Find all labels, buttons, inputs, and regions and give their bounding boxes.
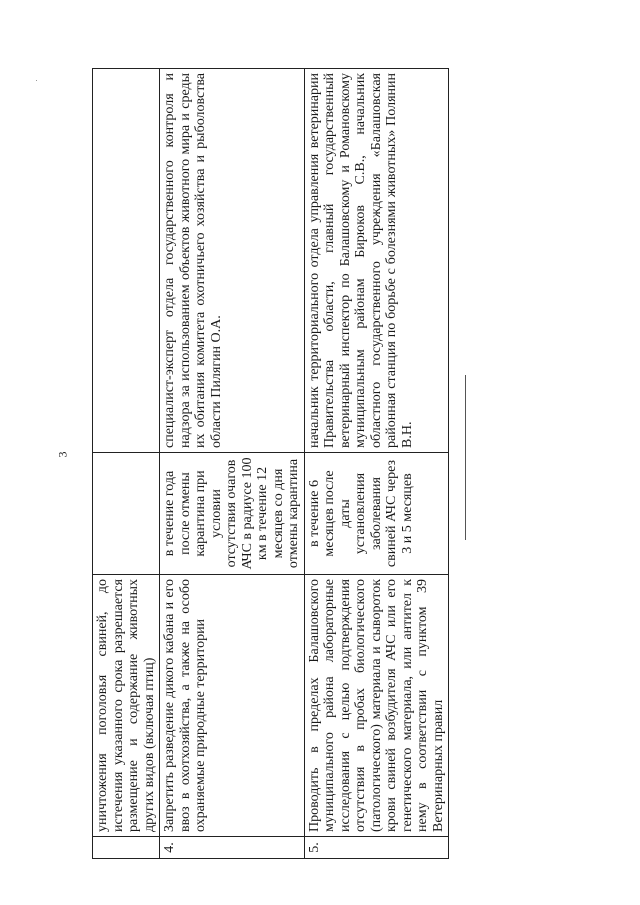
deadline-text: в течение года после отмены карантина при условии отсутствия очагов АЧС в радиусе 100 км в течение 12 месяцев со дня отмены карантина [160,453,305,575]
end-of-table-line [465,375,466,540]
scan-speck [36,80,37,81]
row-number [93,837,160,859]
table-row [304,69,449,859]
measure-text: Запретить разведение дикого кабана и его ввоз в охотхозяйства, а также на особо охраняемые природные территории [160,575,305,837]
deadline-text [93,453,160,575]
deadline-text: в течение 6 месяцев после даты установления заболевания свиней АЧС через 3 и 5 месяцев [304,453,449,575]
rotated-table-container [92,69,622,859]
measures-table [92,68,449,859]
row-number: 4. [160,837,305,859]
table-row [160,69,305,859]
responsible-text: начальник территориального отдела управления ветеринарии Правительства области, главный государственный ветеринарный инспектор по Балашовскому и Романовскому муниципальным районам Бирюков С.В., начальник областного государственного учреждения «Балашовская районная станция по борьбе с болезнями животных» Полянин В.Н. [304,69,449,453]
responsible-text: специалист-эксперт отдела государственного контроля и надзора за использованием объектов животного мира и среды их обитания комитета охотничьего хозяйства и рыболовства области Пилягин О.А. [160,69,305,453]
measure-text: уничтожения поголовья свиней, до истечения указанного срока разрешается размещение и содержание животных других видов (включая птиц) [93,575,160,837]
measure-text: Проводить в пределах Балашовского муниципального района лабораторные исследования с целью подтверждения отсутствия в пробах биологического (патологического) материала и сывороток крови свиней возбудителя АЧС или его генетического материала, или антител к нему в соответствии с пунктом 39 Ветеринарных правил [304,575,449,837]
table-row [93,69,160,859]
responsible-text [93,69,160,453]
row-number: 5. [304,837,449,859]
page-number: 3 [55,451,70,458]
